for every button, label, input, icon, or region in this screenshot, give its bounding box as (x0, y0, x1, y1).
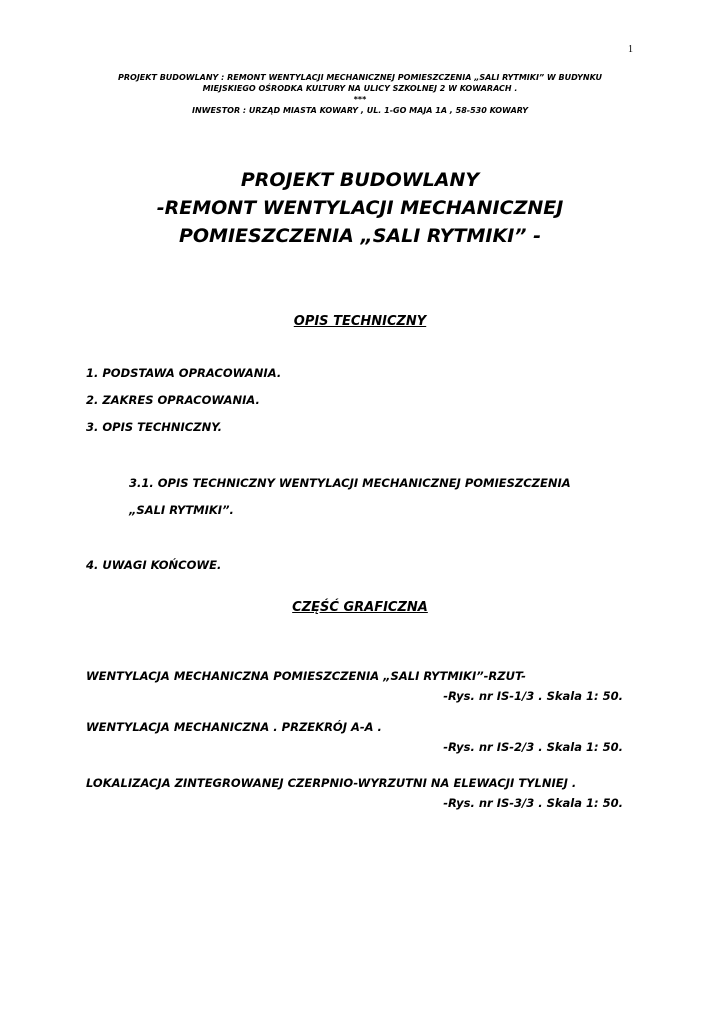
toc-item-3: 3. OPIS TECHNICZNY. (86, 420, 223, 434)
toc-item-2: 2. ZAKRES OPRACOWANIA. (86, 393, 260, 407)
drawing-2-title: WENTYLACJA MECHANICZNA . PRZEKRÓJ A-A . (86, 720, 382, 734)
drawing-3-ref: -Rys. nr IS-3/3 . Skala 1: 50. (443, 796, 623, 810)
header-project-line: PROJEKT BUDOWLANY : REMONT WENTYLACJI MECHANICZNEJ POMIESZCZENIA „SALI RYTMIKI” W BUDYNKU (118, 73, 602, 82)
title-line-3: POMIESZCZENIA „SALI RYTMIKI” - (178, 225, 541, 247)
drawing-2-ref: -Rys. nr IS-2/3 . Skala 1: 50. (443, 740, 623, 754)
header-separator: *** (353, 95, 367, 104)
page-number: 1 (628, 44, 633, 55)
czesc-graficzna-heading: CZĘŚĆ GRAFICZNA (292, 600, 428, 615)
title-line-1: PROJEKT BUDOWLANY (240, 169, 480, 191)
opis-techniczny-heading: OPIS TECHNICZNY (293, 314, 427, 329)
toc-item-1: 1. PODSTAWA OPRACOWANIA. (86, 366, 282, 380)
document-header (60, 72, 660, 116)
toc-item-3-1-line-1: 3.1. OPIS TECHNICZNY WENTYLACJI MECHANICZNEJ POMIESZCZENIA (129, 476, 571, 490)
document-title (60, 166, 660, 250)
drawing-3-title: LOKALIZACJA ZINTEGROWANEJ CZERPNIO-WYRZUTNI NA ELEWACJI TYLNIEJ . (86, 776, 577, 790)
toc-item-4: 4. UWAGI KOŃCOWE. (86, 558, 222, 572)
drawing-1-title: WENTYLACJA MECHANICZNA POMIESZCZENIA „SALI RYTMIKI”-RZUT- (86, 669, 526, 683)
header-investor-line: INWESTOR : URZĄD MIASTA KOWARY , UL. 1-GO MAJA 1A , 58-530 KOWARY (191, 106, 529, 115)
header-location-line: MIEJSKIEGO OŚRODKA KULTURY NA ULICY SZKOLNEJ 2 W KOWARACH . (202, 84, 518, 93)
toc-item-3-1-line-2: „SALI RYTMIKI”. (129, 503, 234, 517)
toc-item-3-1 (129, 470, 571, 524)
drawing-1-ref: -Rys. nr IS-1/3 . Skala 1: 50. (443, 689, 623, 703)
title-line-2: -REMONT WENTYLACJI MECHANICZNEJ (156, 197, 564, 219)
